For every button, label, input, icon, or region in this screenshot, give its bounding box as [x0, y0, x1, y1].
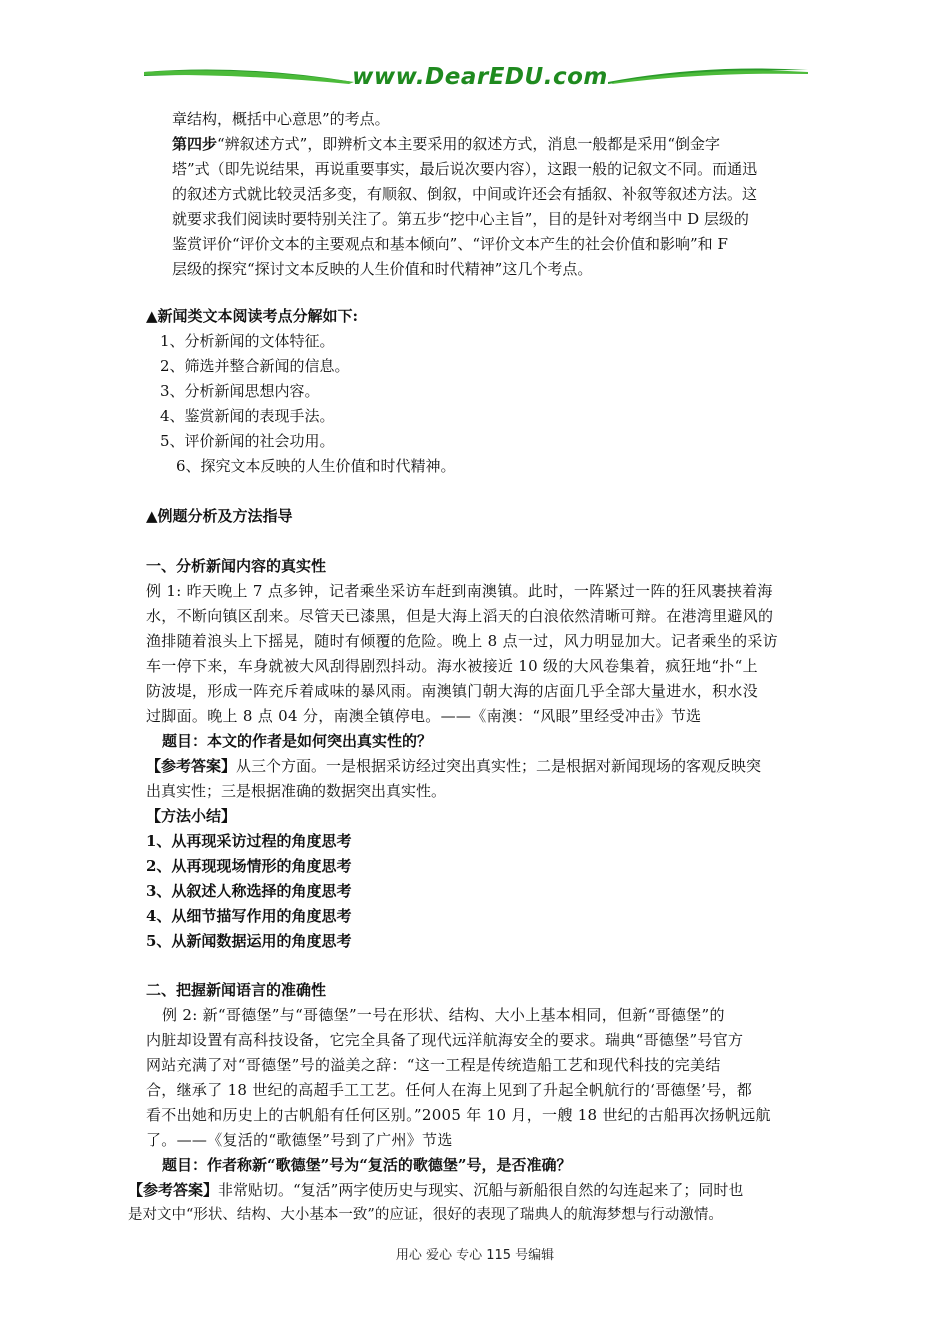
- point-item: 2、筛选并整合新闻的信息。: [160, 357, 350, 375]
- points-section: [146, 304, 806, 479]
- example-line: 防波堤，形成一阵充斥着咸味的暴风雨。南澳镇门朝大海的店面几乎全部大量进水，积水没: [146, 682, 759, 700]
- question-2: 题目：作者称新“歌德堡”号为“复活的歌德堡”号，是否准确？: [162, 1156, 572, 1174]
- point-item: 4、鉴赏新闻的表现手法。: [160, 407, 335, 425]
- example-1: [146, 579, 816, 729]
- summary-item: 3、从叙述人称选择的角度思考: [146, 882, 352, 900]
- example-line: 了。——《复活的“歌德堡”号到了广州》节选: [146, 1131, 453, 1149]
- section-1-heading: 一、分析新闻内容的真实性: [146, 557, 327, 575]
- point-item: 6、探究文本反映的人生价值和时代精神。: [176, 457, 456, 475]
- section-2-heading: 二、把握新闻语言的准确性: [146, 981, 327, 999]
- answer-2: [128, 1178, 818, 1203]
- answer-1-cont: 出真实性；三是根据准确的数据突出真实性。: [146, 782, 447, 800]
- intro-line: [172, 132, 812, 157]
- section-1: [146, 554, 816, 954]
- example-line: 合，继承了 18 世纪的高超手工工艺。任何人在海上见到了升起全帆航行的‘哥德堡’号，都: [146, 1081, 753, 1099]
- answer-text: 非常贴切。“复活”两字使历史与现实、沉船与新船很自然的勾连起来了；同时也: [218, 1181, 744, 1199]
- example-line: 渔排随着浪头上下摇晃，随时有倾覆的危险。晚上 8 点一过，风力明显加大。记者乘坐的采访: [146, 632, 778, 650]
- example-line: 例 1: 昨天晚上 7 点多钟，记者乘坐采访车赶到南澳镇。此时，一阵紧过一阵的狂风裹挟着海: [146, 582, 773, 600]
- step4-text: “辨叙述方式”，即辨析文本主要采用的叙述方式，消息一般都是采用“倒金字: [217, 135, 721, 153]
- site-url[interactable]: www.DearEDU.com: [352, 64, 608, 90]
- answer-1: [146, 754, 816, 779]
- section-2: [146, 978, 816, 1178]
- intro-line: 的叙述方式就比较灵活多变，有顺叙、倒叙，中间或许还会有插叙、补叙等叙述方法。这: [172, 185, 758, 203]
- point-item: 5、评价新闻的社会功用。: [160, 432, 335, 450]
- point-item: 3、分析新闻思想内容。: [160, 382, 320, 400]
- intro-line: 塔”式（即先说结果，再说重要事实，最后说次要内容），这跟一般的记叙文不同。而通迅: [172, 160, 758, 178]
- question-1: 题目：本文的作者是如何突出真实性的？: [162, 732, 433, 750]
- guide-heading: ▲例题分析及方法指导: [146, 507, 293, 525]
- summary-item: 4、从细节描写作用的角度思考: [146, 907, 352, 925]
- example-line: 车一停下来，车身就被大风刮得剧烈抖动。海水被接近 10 级的大风卷集着，疯狂地“扑“上: [146, 657, 758, 675]
- example-line: 看不出她和历史上的古帆船有任何区别。”2005 年 10 月，一艘 18 世纪的古船再次扬帆远航: [146, 1106, 771, 1124]
- example-line: 例 2: 新“哥德堡”与“哥德堡”一号在形状、结构、大小上基本相同，但新“哥德堡”的: [162, 1006, 725, 1024]
- site-header-banner: [144, 62, 808, 96]
- summary-item: 5、从新闻数据运用的角度思考: [146, 932, 352, 950]
- answer-text: 从三个方面。一是根据采访经过突出真实性；二是根据对新闻现场的客观反映突: [236, 757, 762, 775]
- intro-line: 层级的探究“探讨文本反映的人生价值和时代精神”这几个考点。: [172, 260, 593, 278]
- summary-item: 1、从再现采访过程的角度思考: [146, 832, 352, 850]
- summary-label: 【方法小结】: [146, 807, 237, 825]
- answer-2-block: [128, 1178, 818, 1228]
- example-line: 网站充满了对“哥德堡”号的溢美之辞：“这一工程是传统造船工艺和现代科技的完美结: [146, 1056, 721, 1074]
- example-line: 水，不断向镇区刮来。尽管天已漆黑，但是大海上滔天的白浪依然清晰可辩。在港湾里避风的: [146, 607, 774, 625]
- example-line: 过脚面。晚上 8 点 04 分，南澳全镇停电。——《南澳：“风眼”里经受冲击》节选: [146, 707, 702, 725]
- intro-line: 鉴赏评价“评价文本的主要观点和基本倾向”、“评价文本产生的社会价值和影响”和 F: [172, 235, 728, 253]
- intro-line: 就要求我们阅读时要特别关注了。第五步“挖中心主旨”，目的是针对考纲当中 D 层级的: [172, 210, 749, 228]
- point-item: 1、分析新闻的文体特征。: [160, 332, 335, 350]
- step4-label: 第四步: [172, 135, 218, 153]
- answer-label: 【参考答案】: [128, 1181, 219, 1199]
- intro-line: 章结构，概括中心意思”的考点。: [172, 110, 390, 128]
- example-2: [146, 1003, 816, 1153]
- answer-2-cont: 是对文中“形状、结构、大小基本一致”的应证，很好的表现了瑞典人的航海梦想与行动激情。: [128, 1207, 723, 1223]
- answer-label: 【参考答案】: [146, 757, 237, 775]
- summary-item: 2、从再现现场情形的角度思考: [146, 857, 352, 875]
- example-line: 内脏却设置有高科技设备，它完全具备了现代远洋航海安全的要求。瑞典“哥德堡”号官方: [146, 1031, 744, 1049]
- intro-paragraph: [172, 107, 812, 282]
- page-footer: 用心 爱心 专心 115 号编辑: [395, 1248, 555, 1263]
- points-heading: ▲新闻类文本阅读考点分解如下:: [146, 307, 359, 325]
